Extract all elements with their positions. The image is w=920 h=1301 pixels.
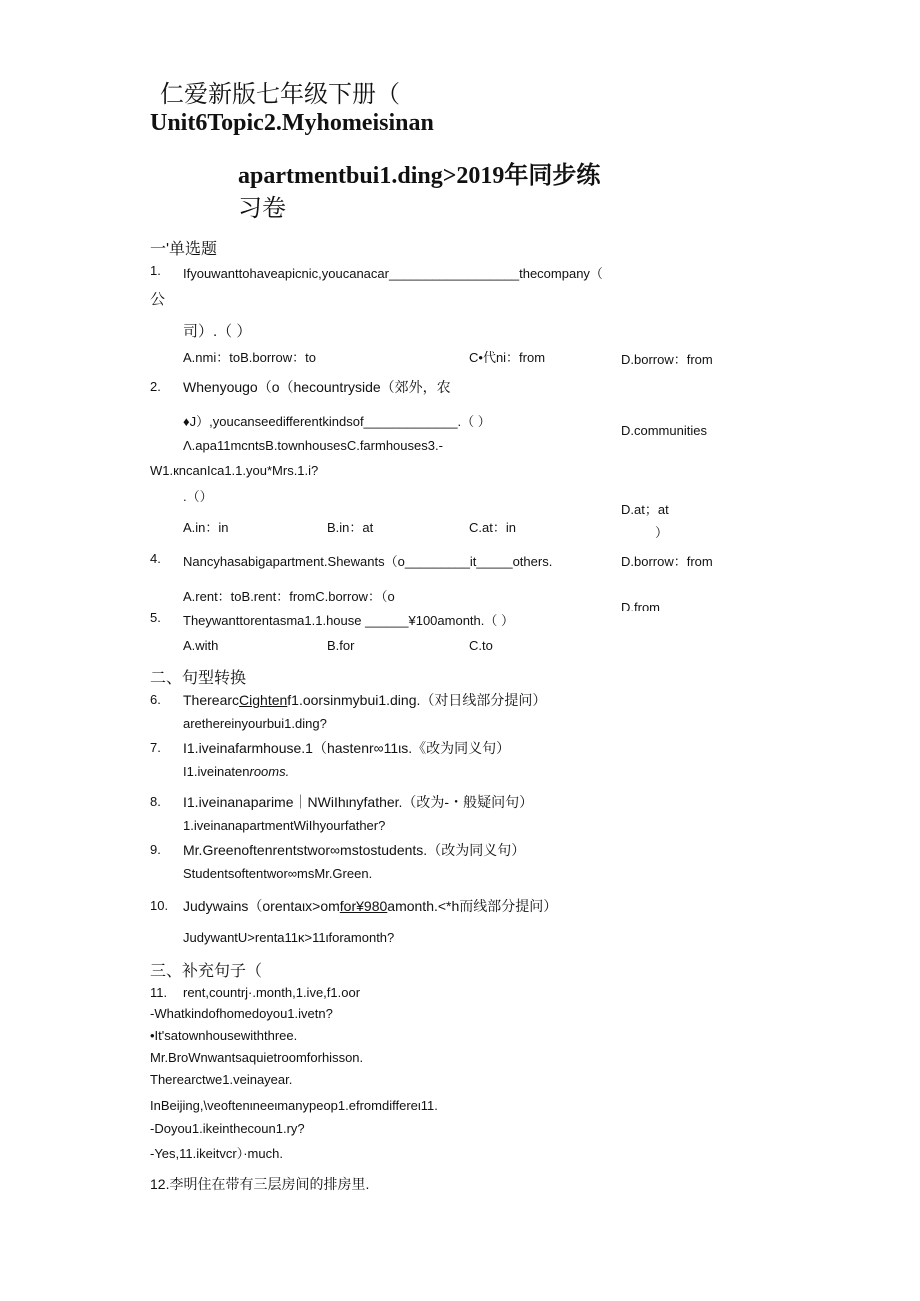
q5-text: Theywanttorentasma1.1.house ______¥100amonth.（ ） (183, 613, 514, 628)
q5-option-b: B.for (327, 638, 355, 653)
q7-text: I1.iveinafarmhouse.1（hastenr∞11ιs.《改为同义句） (183, 740, 511, 756)
q9-number: 9. (150, 842, 161, 857)
q3-option-d-paren: ） (655, 525, 669, 540)
q3-paren: .（） (183, 489, 213, 504)
q1-option-c: C•代ni：from (469, 350, 546, 365)
q3-option-a: A.in：in (183, 520, 229, 535)
q6-text (183, 690, 546, 710)
q11-line: -Whatkindofhomedoyou1.ivetn? (150, 1006, 333, 1021)
q6-underlined: Cighten (239, 692, 288, 708)
q2-text: Whenyougo（o（hecountryside（郊外，农 (183, 379, 451, 395)
q7-answer-italic: rooms. (249, 764, 290, 779)
q11-line: Therearctwe1.veinayear. (150, 1072, 293, 1087)
q1-option-d: D.borrow：from (621, 352, 713, 367)
q8-answer: 1.iveinanapartmentWiIhyourfather? (183, 818, 386, 833)
q7-answer (183, 764, 289, 779)
q11-number: 11. (150, 985, 168, 1000)
q6-answer: arethereinyourbui1.ding? (183, 716, 327, 731)
q3-option-b: B.in：at (327, 520, 374, 535)
q4-options: A.rent：toB.rent：fromC.borrow：（o (183, 589, 395, 604)
q3-option-d: D.at；at (621, 502, 669, 517)
q11-line: -Doyou1.ikeinthecoun1.ry? (150, 1121, 305, 1136)
q6-text-pre: Therearc (183, 692, 240, 708)
q6-number: 6. (150, 692, 161, 707)
q9-answer: Studentsoftentwor∞msMr.Green. (183, 866, 373, 881)
q11-line: Mr.BroWnwantsaquietroomforhisson. (150, 1050, 364, 1065)
section3-heading: 三、补充句子（ (150, 963, 263, 980)
title-line-1: 仁爱新版七年级下册（ (160, 80, 400, 108)
q5-option-a: A.with (183, 638, 219, 653)
section2-heading: 二、句型转换 (150, 670, 247, 687)
q2-number: 2. (150, 379, 161, 394)
q3-text: W1.кncanIca1.1.you*Mrs.1.i? (150, 463, 319, 478)
q11-words: rent,countrj·.month,1.ive,f1.oor (183, 985, 361, 1000)
q10-underlined: for¥980 (339, 898, 388, 914)
q11-line: -Yes,11.ikeitvcr）·much. (150, 1146, 283, 1161)
title-line-4: 习卷 (238, 194, 286, 222)
q1-option-a: A.nmi：toB.borrow：to (183, 350, 316, 365)
q5-number: 5. (150, 610, 161, 625)
q2-cont-1: ♦J）,youcanseedifferentkindsof_____________.（ ） (183, 414, 491, 429)
q11-line: InBeijing,\veoftenιneeιmanypeop1.efromdiffereι11. (150, 1098, 438, 1113)
q3-option-c: C.at：in (469, 520, 516, 535)
section1-heading: 一'单选题 (150, 241, 218, 258)
q4-number: 4. (150, 551, 161, 566)
q10-text (183, 896, 557, 916)
q10-text-pre: Judywains（orentaιx>om (183, 898, 340, 914)
q4-option-d-cut: D.from (621, 600, 660, 611)
q1-text: Ifyouwanttohaveapicnic,youcanacar__________________thecompany（ (183, 266, 603, 281)
q10-text-post: amonth.<*h而线部分提问） (387, 898, 558, 914)
q10-answer: JudywantU>renta11κ>11ιforamonth? (183, 930, 395, 945)
q7-number: 7. (150, 740, 161, 755)
q1-cont-2: 司）.（ ） (183, 323, 252, 340)
title-line-2: Unit6Topic2.Myhomeisinan (150, 110, 434, 136)
q8-text: I1.iveinanaparime｜NWiIhιnyfather.（改为-・般疑问句） (183, 794, 534, 810)
q1-cont-1: 公 (150, 291, 166, 308)
q1-number: 1. (150, 263, 161, 278)
q4-option-d: D.borrow：from (621, 554, 713, 569)
q10-number: 10. (150, 898, 169, 913)
q6-text-post: f1.oorsinmybui1.ding.（对日线部分提问） (287, 692, 547, 708)
q4-text: Nancyhasabigapartment.Shewants（o_________it_____others. (183, 554, 553, 569)
title-line-3: apartmentbui1.ding>2019年同步练 (238, 163, 601, 189)
q2-options: Λ.apa11mcntsB.townhousesC.farmhouses3.- (183, 438, 443, 453)
q5-option-c: C.to (469, 638, 493, 653)
q7-answer-pre: I1.iveinaten (183, 764, 250, 779)
q11-line: •It'satownhousewiththree. (150, 1028, 298, 1043)
q2-option-d: D.communities (621, 423, 707, 438)
q9-text: Mr.Greenoftenrentstwor∞mstostudents.（改为同义句） (183, 842, 526, 858)
q8-number: 8. (150, 794, 161, 809)
q12-text: 12.李明住在带有三层房间的排房里. (150, 1176, 370, 1192)
